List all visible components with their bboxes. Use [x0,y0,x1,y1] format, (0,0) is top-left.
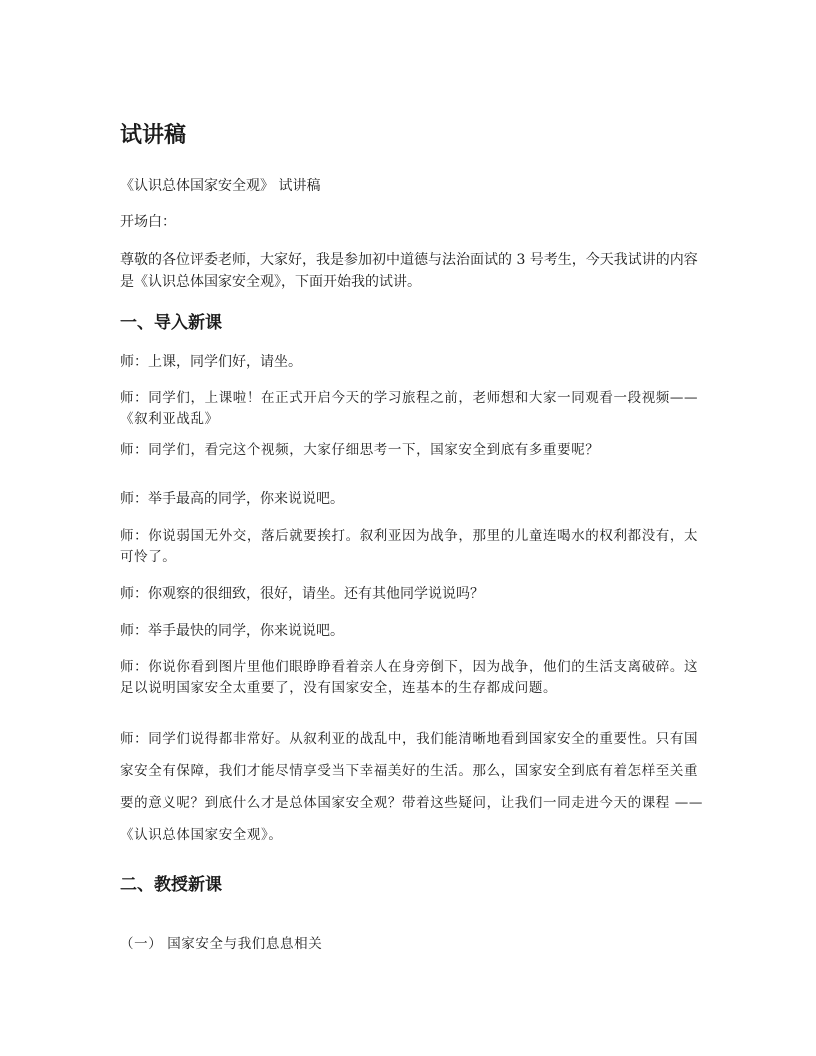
paragraph: 师：同学们说得都非常好。从叙利亚的战乱中，我们能清晰地看到国家安全的重要性。只有国家安全有保障，我们才能尽情享受当下幸福美好的生活。那么，国家安全到底有着怎样至关重要的意义呢？到底什么才是总体国家安全观？带着这些疑问，让我们一同走进今天的课程 —— 《认识总体国家安全观》。 [120,731,713,843]
paragraph: 师：同学们，上课啦！在正式开启今天的学习旅程之前，老师想和大家一同观看一段视频—— 《叙利亚战乱》 [120,390,708,427]
subsection-heading: （一） 国家安全与我们息息相关 [120,936,323,952]
section-heading-teaching: 二、教授新课 [120,875,222,895]
paragraph: 师：举手最快的同学，你来说说吧。 [120,623,344,639]
paragraph: 师：同学们，看完这个视频，大家仔细思考一下，国家安全到底有多重要呢？ [120,442,600,458]
paragraph: 师：你观察的很细致，很好，请坐。还有其他同学说说吗？ [120,586,484,602]
paragraph: 师：举手最高的同学，你来说说吧。 [120,491,344,507]
opening-label: 开场白： [120,214,176,230]
opening-paragraph: 尊敬的各位评委老师，大家好，我是参加初中道德与法治面试的 3 号考生，今天我试讲的内容是《认识总体国家安全观》，下面开始我的试讲。 [120,252,698,290]
document-title: 试讲稿 [120,123,187,148]
paragraph: 师：上课，同学们好，请坐。 [120,354,302,370]
paragraph: 师：你说你看到图片里他们眼睁睁看着亲人在身旁倒下，因为战争，他们的生活支离破碎。这足以说明国家安全太重要了，没有国家安全，连基本的生存都成问题。 [120,659,699,696]
paragraph: 师：你说弱国无外交，落后就要挨打。叙利亚因为战争，那里的儿童连喝水的权利都没有，太可怜了。 [120,528,699,565]
section-heading-intro: 一、导入新课 [120,313,222,333]
document-subtitle: 《认识总体国家安全观》 试讲稿 [120,178,321,194]
